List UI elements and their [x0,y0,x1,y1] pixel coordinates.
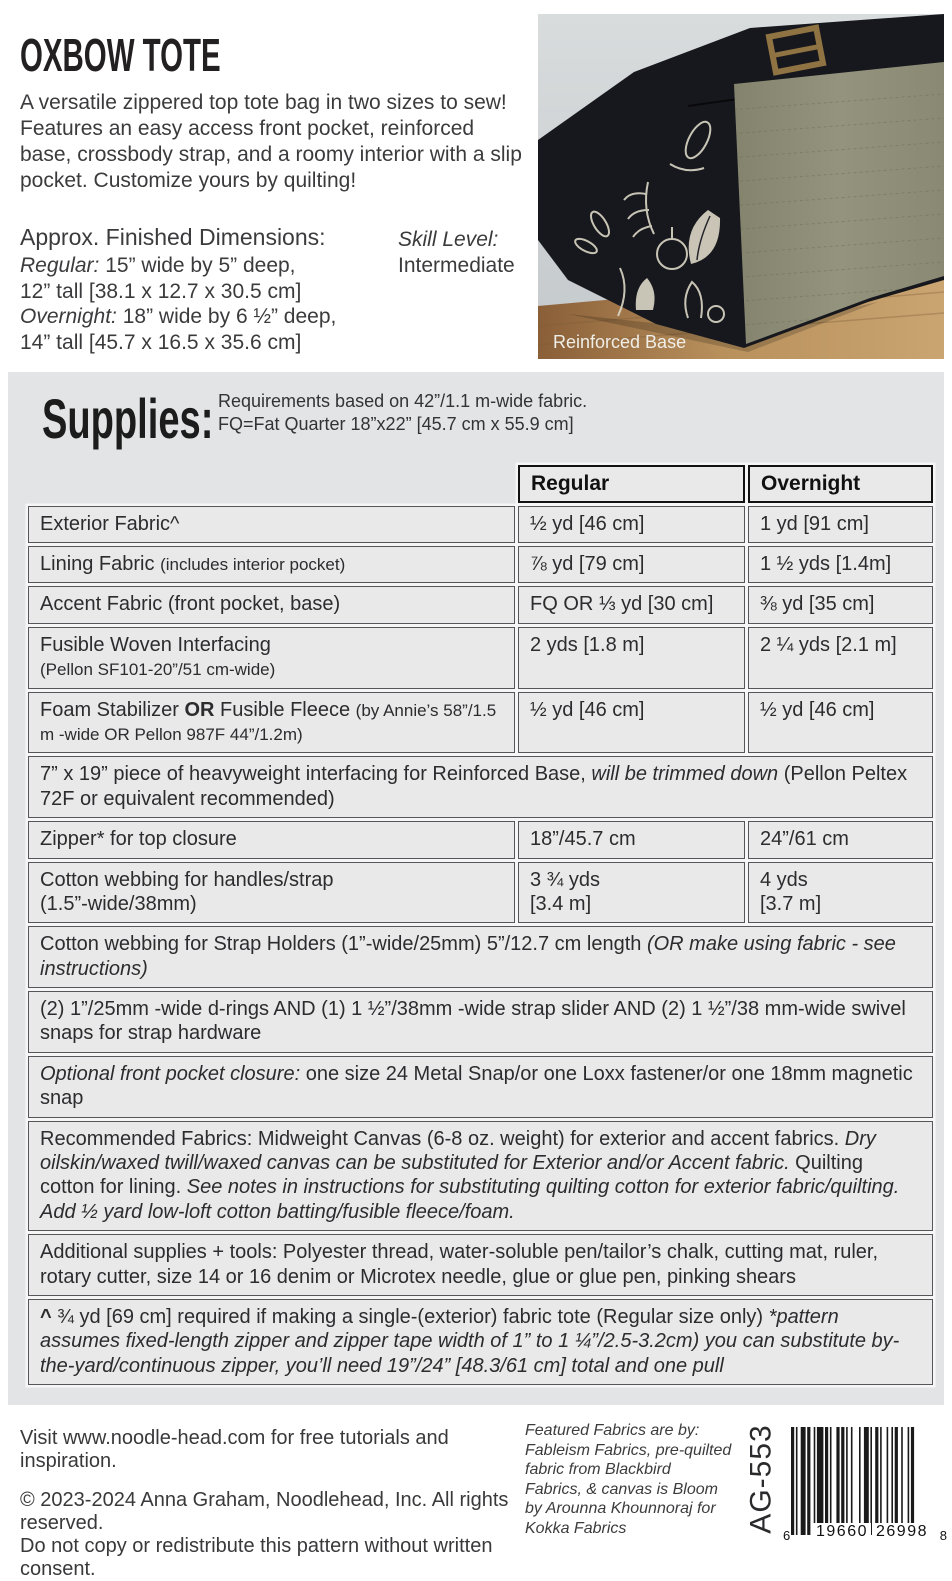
barcode-bar [864,1427,869,1535]
supplies-heading: Supplies: [42,387,214,450]
photo-caption: Reinforced Base [553,332,687,352]
barcode-bar [891,1427,893,1535]
dimensions-row [20,224,532,355]
barcode-bar [836,1427,839,1535]
featured-fabrics-line: by Arounna Khounnoraj for [525,1500,716,1518]
supplies-row-7-overnight-value: 4 yds [3.7 m] [748,862,933,924]
column-header-overnight: Overnight [748,465,933,503]
overnight-size-text: 18” wide by 6 ½” deep, [116,305,337,328]
barcode-bar [908,1427,910,1535]
supplies-table [28,465,933,1385]
supplies-title-box [8,387,214,451]
barcode [783,1427,947,1544]
tote-bag-illustration [538,14,944,359]
supplies-row-0-regular-value: ½ yd [46 cm] [518,506,745,543]
supplies-row-3-overnight-value: 2 ¼ yds [2.1 m] [748,627,933,689]
supplies-row-1-regular-value: ⅞ yd [79 cm] [518,546,745,583]
supplies-row-0-overnight-value: 1 yd [91 cm] [748,506,933,543]
copyright-line-1: © 2023-2024 Anna Graham, Noodlehead, Inc. All rights reserved. [20,1489,509,1535]
supplies-row-6-regular-value: 18”/45.7 cm [518,821,745,858]
supplies-row-12-note: Additional supplies + tools: Polyester thread, water-soluble pen/tailor’s chalk, cutting mat, ruler, rotary cutter, size 14 or 16 denim or Microtex needle, glue or glue pen, pinking shears [28,1234,933,1296]
pattern-code-box [737,1424,787,1534]
barcode-bar [830,1427,832,1535]
skill-level-label: Skill Level: [398,228,499,251]
supplies-header [8,388,944,451]
barcode-bar [895,1427,898,1535]
regular-size-text: 15” wide by 5” deep, [99,254,296,277]
skill-level-value: Intermediate [398,254,515,277]
barcode-group1-digits: 19660 [813,1523,871,1541]
dimension-line-regular-cm: 12” tall [38.1 x 12.7 x 30.5 cm] [20,279,302,303]
supplies-row-8-note: Cotton webbing for Strap Holders (1”-wide/25mm) 5”/12.7 cm length (OR make using fabric - see instructions) [28,926,933,988]
supplies-row-4-label: Foam Stabilizer OR Fusible Fleece (by Annie’s 58”/1.5 m -wide OR Pellon 987F 44”/1.2m) [28,692,515,754]
dimension-line-overnight [20,304,398,330]
dimension-line-overnight-cm: 14” tall [45.7 x 16.5 x 35.6 cm] [20,330,302,354]
barcode-bar [851,1427,853,1535]
copyright-line-2: Do not copy or redistribute this pattern without written consent. [20,1535,493,1581]
column-header-regular: Regular [518,465,745,503]
supplies-row-2-regular-value: FQ OR ⅓ yd [30 cm] [518,586,745,623]
finished-dimensions [20,224,398,355]
supplies-row-2-overnight-value: ⅜ yd [35 cm] [748,586,933,623]
barcode-bar [880,1427,882,1535]
fabric-requirements-note [218,390,587,436]
featured-fabrics-line: fabric from Blackbird [525,1461,671,1479]
featured-fabrics-credit [525,1421,737,1538]
supplies-row-4-overnight-value: ½ yd [46 cm] [748,692,933,754]
barcode-bar [875,1427,878,1535]
supplies-row-1-overnight-value: 1 ½ yds [1.4m] [748,546,933,583]
supplies-row-0-label: Exterior Fabric^ [28,506,515,543]
barcode-bar [901,1427,903,1535]
barcode-bar [814,1427,816,1535]
supplies-row-5-note: 7” x 19” piece of heavyweight interfacing for Reinforced Base, will be trimmed down (Pellon Peltex 72F or equivalent recommended) [28,756,933,818]
supplies-row-1-label: Lining Fabric (includes interior pocket) [28,546,515,583]
barcode-bar [807,1427,810,1535]
dimensions-heading: Approx. Finished Dimensions: [20,224,326,250]
supplies-row-3-regular-value: 2 yds [1.8 m] [518,627,745,689]
barcode-suffix-digit: 8 [939,1528,947,1544]
featured-fabrics-line: Fabrics, & canvas is Bloom [525,1480,718,1498]
barcode-bar [817,1427,824,1535]
supplies-row-6-overnight-value: 24”/61 cm [748,821,933,858]
page-title: OXBOW TOTE [20,29,221,81]
requirements-line-1: Requirements based on 42”/1.1 m-wide fabric. [218,391,588,411]
supplies-row-10-note: Optional front pocket closure: one size 24 Metal Snap/or one Loxx fastener/or one 18mm magnetic snap [28,1056,933,1118]
regular-label: Regular: [20,254,100,277]
pattern-code: AG-553 [745,1424,779,1534]
pattern-description: A versatile zippered top tote bag in two sizes to sew! Features an easy access front pocket, reinforced base, crossbody strap, and a roomy interior with a slip pocket. Customize yours by quilting! [20,91,522,192]
barcode-bar [791,1427,794,1535]
barcode-bar [870,1427,872,1535]
supplies-row-6-label: Zipper* for top closure [28,821,515,858]
dimension-line-regular [20,253,398,279]
supplies-row-7-label: Cotton webbing for handles/strap (1.5”-wide/38mm) [28,862,515,924]
supplies-row-3-label: Fusible Woven Interfacing (Pellon SF101-20”/51 cm-wide) [28,627,515,689]
intro-block [20,14,532,372]
supplies-row-7-regular-value: 3 ¾ yds [3.4 m] [518,862,745,924]
barcode-prefix-digit: 6 [783,1528,791,1544]
requirements-line-2: FQ=Fat Quarter 18”x22” [45.7 cm x 55.9 cm] [218,414,574,434]
footer-section [0,1405,952,1581]
supplies-row-11-note: Recommended Fabrics: Midweight Canvas (6-8 oz. weight) for exterior and accent fabrics. Dry oilskin/waxed twill/waxed canvas can be substituted for Exterior and/or Accent fabric. Quilting cotton for lining. See notes in instructions for substituting quilting cotton for exterior fabric/quilting. Add ½ yard low-loft cotton batting/fusible fleece/foam. [28,1121,933,1232]
barcode-bar [887,1427,889,1535]
barcode-group2-digits: 26998 [873,1523,931,1541]
website-line: Visit www.noodle-head.com for free tutorials and inspiration. [20,1427,449,1473]
barcode-bar [796,1427,798,1535]
footer-left-block [20,1427,525,1581]
barcode-bar [841,1427,844,1535]
barcode-bar [801,1427,806,1535]
supplies-row-4-regular-value: ½ yd [46 cm] [518,692,745,754]
supplies-row-13-note: ^ ¾ yd [69 cm] required if making a single-(exterior) fabric tote (Regular size only) *pattern assumes fixed-length zipper and zipper tape width of 1” to 1 ¼”/2.5-3.2cm) you can substitute by-the-yard/continuous zipper, you’ll need 19”/24” [48.3/61 cm] total and one pull [28,1299,933,1385]
skill-level [398,227,515,355]
product-photo [538,14,944,359]
supplies-row-2-label: Accent Fabric (front pocket, base) [28,586,515,623]
header-section [0,0,952,372]
supplies-header-spacer [28,465,515,503]
featured-fabrics-line: Fableism Fabrics, pre-quilted [525,1441,732,1459]
barcode-bar [825,1427,828,1535]
supplies-row-9-note: (2) 1”/25mm -wide d-rings AND (1) 1 ½”/38mm -wide strap slider AND (2) 1 ½”/38 mm-wide swivel snaps for strap hardware [28,991,933,1053]
featured-fabrics-line: Kokka Fabrics [525,1519,627,1537]
supplies-section [8,372,944,1405]
barcode-bar [846,1427,848,1535]
featured-fabrics-line: Featured Fabrics are by: [525,1422,700,1440]
overnight-label: Overnight: [20,305,117,328]
barcode-bar [859,1427,861,1535]
barcode-bar [911,1427,914,1535]
